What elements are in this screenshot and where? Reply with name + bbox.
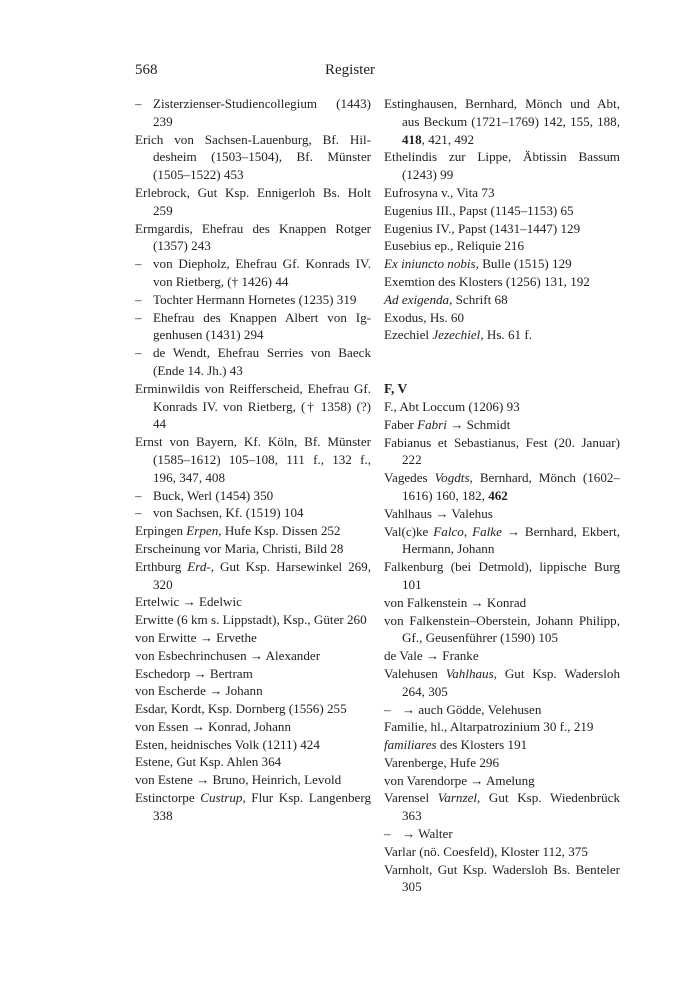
- index-entry-text: Eschedorp → Bertram: [135, 665, 253, 681]
- index-entry-text: familiares des Klosters 191: [384, 737, 528, 753]
- index-entry: [135, 504, 371, 522]
- index-entry: [135, 95, 371, 131]
- index-entry: [384, 789, 620, 825]
- index-entry: [384, 772, 620, 790]
- index-column-right: [384, 95, 620, 896]
- index-entry-text: von Esbechrinchusen → Alexander: [135, 647, 321, 663]
- index-entry-text: Zisterzienser-Studiencollegium (1443) 239: [153, 96, 371, 129]
- index-entry-text: Varnholt, Gut Ksp. Wadersloh Bs. Benteler 305: [384, 861, 620, 895]
- index-entry-text: von Estene → Bruno, Heinrich, Levold: [135, 772, 342, 788]
- index-entry-text: Erpingen Erpen, Hufe Ksp. Dissen 252: [135, 523, 341, 539]
- index-entry-text: Buck, Werl (1454) 350: [153, 487, 274, 503]
- index-entry-text: Valehusen Vahlhaus, Gut Ksp. Wadersloh 264, 305: [384, 665, 620, 699]
- index-entry: [384, 237, 620, 255]
- index-entry-text: Ertelwic → Edelwic: [135, 594, 242, 610]
- index-entry: [135, 629, 371, 647]
- index-entry-text: von Falkenstein–Oberstein, Johann Philipp, Gf., Geusenführer (1590) 105: [384, 612, 620, 646]
- index-entry-text: → auch Gödde, Velehusen: [402, 701, 542, 717]
- index-entry: [384, 736, 620, 754]
- index-entry: [384, 148, 620, 184]
- index-entry-text: de Wendt, Ehefrau Serries von Baeck (Ende 14. Jh.) 43: [153, 345, 371, 378]
- index-entry: [135, 255, 371, 291]
- index-entry: [135, 522, 371, 540]
- index-entry-text: Erlebrock, Gut Ksp. Ennigerloh Bs. Holt 259: [135, 184, 371, 218]
- index-entry-text: Erich von Sachsen-Lauenburg, Bf. Hildesheim (1503–1504), Bf. Münster (1505–1522) 453: [135, 131, 371, 183]
- index-entry-text: Esten, heidnisches Volk (1211) 424: [135, 736, 320, 752]
- index-entry: [384, 469, 620, 505]
- index-entry-text: Eugenius III., Papst (1145–1153) 65: [384, 202, 574, 218]
- index-entry-text: Exodus, Hs. 60: [384, 309, 465, 325]
- continuation-dash: –: [135, 487, 142, 503]
- index-entry-text: Faber Fabri → Schmidt: [384, 416, 511, 432]
- index-entry-text: Estinghausen, Bernhard, Mönch und Abt, aus Beckum (1721–1769) 142, 155, 188, 418, 421, 492: [384, 96, 620, 147]
- continuation-dash: –: [384, 826, 391, 842]
- index-entry: [135, 665, 371, 683]
- index-entry-text: Ethelindis zur Lippe, Äbtissin Bassum (1243) 99: [384, 149, 620, 183]
- index-entry: [135, 220, 371, 256]
- index-entry-text: → Walter: [402, 826, 453, 842]
- index-entry-text: Exemtion des Klosters (1256) 131, 192: [384, 273, 590, 289]
- index-entry-text: Ex iniuncto nobis, Bulle (1515) 129: [384, 256, 572, 272]
- index-entry: [384, 309, 620, 327]
- continuation-dash: –: [135, 309, 142, 325]
- index-entry: [384, 255, 620, 273]
- continuation-dash: –: [135, 345, 142, 361]
- index-entry-text: von Varendorpe → Amelung: [384, 772, 535, 788]
- index-entry: [384, 202, 620, 220]
- section-gap: [384, 344, 620, 380]
- index-entry: [384, 273, 620, 291]
- index-entry: [384, 523, 620, 559]
- index-entry: [135, 344, 371, 380]
- index-entry: [384, 416, 620, 434]
- index-entry-text: Eugenius IV., Papst (1431–1447) 129: [384, 220, 581, 236]
- index-entry: [135, 540, 371, 558]
- index-entry: [135, 380, 371, 433]
- index-entry: [135, 487, 371, 505]
- index-entry: [384, 701, 620, 719]
- page-number: 568: [135, 62, 158, 78]
- index-entry: [135, 593, 371, 611]
- index-entry-text: Ezechiel Jezechiel, Hs. 61 f.: [384, 327, 532, 343]
- index-entry: [384, 843, 620, 861]
- index-entry-text: von Erwitte → Ervethe: [135, 629, 257, 645]
- index-entry: [384, 594, 620, 612]
- index-entry-text: Estinctorpe Custrup, Flur Ksp. Langenberg 338: [135, 790, 371, 823]
- index-entry-text: Tochter Hermann Hornetes (1235) 319: [153, 291, 357, 307]
- index-entry: [135, 682, 371, 700]
- index-entry: [135, 789, 371, 825]
- index-entry: [384, 558, 620, 594]
- index-entry-text: von Diepholz, Ehefrau Gf. Konrads IV. von Rietberg, († 1426) 44: [153, 256, 371, 289]
- index-entry-text: Fabianus et Sebastianus, Fest (20. Januar) 222: [384, 434, 620, 468]
- index-entry: [135, 771, 371, 789]
- running-title: Register: [325, 62, 375, 78]
- index-entry-text: Falkenburg (bei Detmold), lippische Burg 101: [384, 559, 620, 592]
- index-entry-text: Eufrosyna v., Vita 73: [384, 184, 495, 200]
- index-entry: [384, 434, 620, 470]
- index-entry: [384, 398, 620, 416]
- index-entry: [135, 184, 371, 220]
- continuation-dash: –: [135, 505, 142, 521]
- index-entry: [384, 825, 620, 843]
- index-entry-text: von Escherde → Johann: [135, 683, 263, 699]
- index-entry: [384, 505, 620, 523]
- index-entry: [135, 718, 371, 736]
- index-entry: [135, 291, 371, 309]
- index-entry-text: von Falkenstein → Konrad: [384, 594, 527, 610]
- index-entry-text: Ermgardis, Ehefrau des Knappen Rotger (1357) 243: [135, 220, 371, 254]
- index-entry: [135, 309, 371, 345]
- index-entry-text: von Essen → Konrad, Johann: [135, 718, 292, 734]
- index-entry-text: Ernst von Bayern, Kf. Köln, Bf. Münster (1585–1612) 105–108, 111 f., 132 f., 196, 347, 408: [135, 434, 371, 485]
- index-entry-text: Varenberge, Hufe 296: [384, 754, 500, 770]
- index-entry: [135, 647, 371, 665]
- continuation-dash: –: [135, 96, 142, 111]
- index-entry-text: Erscheinung vor Maria, Christi, Bild 28: [135, 540, 344, 556]
- index-entry: [384, 647, 620, 665]
- index-entry: [135, 433, 371, 486]
- index-entry: [135, 611, 371, 629]
- index-entry: [384, 612, 620, 648]
- continuation-dash: –: [135, 256, 142, 272]
- index-entry-text: Estene, Gut Ksp. Ahlen 364: [135, 754, 282, 770]
- index-entry-text: von Sachsen, Kf. (1519) 104: [153, 505, 304, 521]
- section-heading: F, V: [384, 381, 408, 397]
- index-entry-text: Ad exigenda, Schrift 68: [384, 291, 508, 307]
- index-entry: [135, 753, 371, 771]
- continuation-dash: –: [135, 291, 142, 307]
- index-entry: [135, 700, 371, 718]
- index-entry: [384, 665, 620, 701]
- index-entry: [384, 291, 620, 309]
- index-entry: [384, 754, 620, 772]
- index-entry: [384, 861, 620, 897]
- index-entry-text: Erminwildis von Reifferscheid, Ehefrau Gf. Konrads IV. von Rietberg, († 1358) (?) 44: [135, 380, 371, 432]
- index-entry-text: Familie, hl., Altarpatrozinium 30 f., 219: [384, 719, 594, 735]
- index-entry-text: Val(c)ke Falco, Falke → Bernhard, Ekbert, Hermann, Johann: [384, 523, 620, 557]
- index-entry: [384, 718, 620, 736]
- index-entry: [384, 184, 620, 202]
- index-entry-text: Ehefrau des Knappen Albert von Iggenhusen (1431) 294: [153, 309, 371, 343]
- index-entry: [384, 326, 620, 344]
- index-entry-text: F., Abt Loccum (1206) 93: [384, 398, 520, 414]
- index-entry: [384, 95, 620, 148]
- index-entry: [135, 131, 371, 184]
- index-entry-text: Varlar (nö. Coesfeld), Kloster 112, 375: [384, 843, 588, 859]
- index-entry: [135, 736, 371, 754]
- index-entry: [384, 220, 620, 238]
- index-entry-text: Eusebius ep., Reliquie 216: [384, 238, 525, 254]
- index-entry: [135, 558, 371, 594]
- index-entry-text: Vagedes Vogdts, Bernhard, Mönch (1602–1616) 160, 182, 462: [384, 470, 620, 503]
- index-entry-text: Erwitte (6 km s. Lippstadt), Ksp., Güter 260: [135, 612, 367, 628]
- continuation-dash: –: [384, 701, 391, 717]
- index-entry-text: de Vale → Franke: [384, 648, 479, 664]
- index-column-left: [135, 95, 371, 825]
- index-entry-text: Erthburg Erd-, Gut Ksp. Harsewinkel 269, 320: [135, 558, 371, 592]
- index-entry-text: Varensel Varnzel, Gut Ksp. Wiedenbrück 363: [384, 790, 620, 824]
- index-entry-text: Esdar, Kordt, Ksp. Dornberg (1556) 255: [135, 701, 347, 717]
- index-entry-text: Vahlhaus → Valehus: [384, 505, 493, 521]
